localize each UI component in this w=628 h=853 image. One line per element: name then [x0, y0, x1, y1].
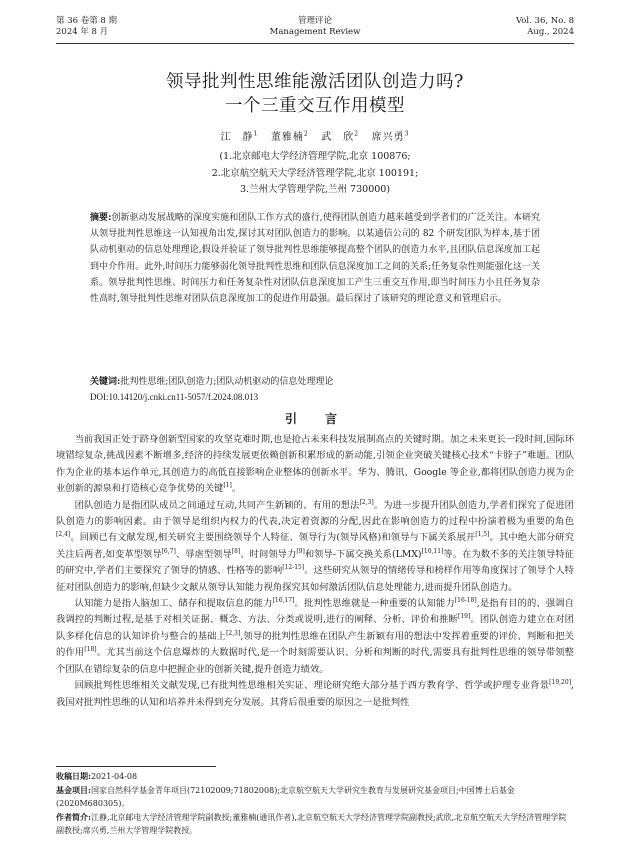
paragraph-text: 、辱虐型领导	[175, 548, 232, 560]
citation-mark[interactable]: [1,5]	[475, 531, 490, 539]
body-paragraph	[56, 596, 574, 678]
paragraph-text: 等。在为数不多的关注领导特征的研究中,学者们主要探究了领导的情感、性格等的影响	[56, 548, 574, 577]
citation-mark[interactable]: [12-15]	[282, 564, 305, 572]
paragraph-text: 。	[231, 483, 242, 495]
affiliation-line: (1.北京邮电大学经济管理学院,北京 100876;	[219, 151, 411, 162]
author-list	[56, 131, 574, 145]
citation-mark[interactable]: [19,20]	[549, 679, 572, 686]
paragraph-text: 。团队创造力建立在对团队多样化信息的认知评价与整合的基础上	[56, 614, 574, 642]
paragraph-text: 。批判性思维就是一种重要的认知能力	[294, 598, 455, 610]
paragraph-text: ,是指有目的的、强调自我调控的判断过程,是基于对相关证据、概念、方法、分类或说明,进行的阐释、分析、评价和推断	[56, 598, 574, 626]
paragraph-text: 。这些研究从领导的情绪传导和榜样作用等角度探讨了领导个人特征对团队创造力的影响,但缺少文献从领导认知能力视角探究其如何激活团队信息处理能力,进而提升团队创造力。	[56, 565, 574, 593]
paragraph-text: 。为进一步提升团队创造力,学者们探究了促进团队创造力的影响因素。由于领导是组织内权力的代表,决定着资源的分配,因此在影响创造力的过程中扮演着极为重要的角色	[56, 499, 574, 528]
running-header	[56, 16, 574, 42]
author-name: 席兴勇	[371, 132, 405, 143]
footnote-received: 收稿日期:2021-04-08	[56, 771, 138, 781]
citation-mark[interactable]: [1]	[223, 482, 232, 490]
author-name: 武 欣	[321, 132, 355, 143]
citation-mark[interactable]: [9]	[296, 547, 305, 555]
author-affil-mark: 3	[404, 130, 410, 138]
citation-mark[interactable]: [18]	[84, 646, 97, 654]
citation-mark[interactable]: [2,3]	[226, 629, 241, 637]
volume-issue-english: Vol. 36, No. 8 Aug., 2024	[515, 16, 574, 37]
paragraph-text: ,领导的批判性思维在团队产生新颖有用的想法中发挥着重要的评价、判断和把关的作用	[56, 630, 574, 659]
paragraph-text: ,我国对批判性思维的认知和培养并未得到充分发展。其背后很重要的原因之一是批判性	[56, 680, 574, 708]
body-paragraph	[56, 432, 574, 498]
body-paragraph	[56, 498, 574, 596]
author-name: 江 静	[220, 132, 254, 143]
paragraph-text: 。回顾已有文献发现,相关研究主要围绕领导个人特征、领导行为(领导风格)和领导与下属关系展开	[70, 532, 476, 544]
volume-issue: 第 36 卷第 8 期 2024 年 8 月	[56, 16, 118, 37]
citation-mark[interactable]: [10,11]	[421, 547, 444, 555]
paragraph-text: 回顾批判性思维相关文献发现,已有批判性思维相关实证、理论研究绝大部分基于西方教育学、哲学或护理专业背景	[74, 680, 550, 692]
citation-mark[interactable]: [8]	[231, 547, 241, 555]
section-heading: 引 言	[284, 412, 345, 426]
paragraph-text: 、时间领导力	[240, 548, 297, 560]
footnote-rule	[56, 766, 216, 767]
keywords	[90, 375, 540, 389]
paragraph-text: 。其中绝大部分研究关注后两者,如变革型领导	[56, 532, 574, 560]
citation-mark[interactable]: [16,17]	[272, 596, 295, 604]
body-text	[56, 432, 574, 711]
paragraph-text: 。尤其当前这个信息爆炸的大数据时代,是一个时刻需要认识、分析和判断的时代,需要具有批判性思维的领导带领整个团队在错综复杂的信息中把握企业的创新关键,提升创造力绩效。	[56, 647, 574, 675]
paragraph-text: 团队创造力是指团队成员之间通过互动,共同产生新颖的、有用的想法	[74, 499, 360, 511]
body-paragraph	[56, 678, 574, 711]
footnote-authors: 作者简介:江静,北京邮电大学经济管理学院副教授;董雅楠(通讯作者),北京航空航天大学经济管理学院副教授;武欣,北京航空航天大学经济管理学院副教授;席兴勇,兰州大学管理学院教授。	[56, 811, 567, 835]
paragraph-text: 和领导-下属交换关系(LMX)	[304, 548, 422, 560]
author-affil-mark: 2	[303, 130, 309, 138]
citation-mark[interactable]: [19]	[457, 613, 471, 621]
journal-name: 管理评论 Management Review	[269, 16, 361, 37]
footnote-funding: 基金项目:国家自然科学基金青年项目(72102009;71802008);北京航空航天大学研究生教育与发展研究基金项目;中国博士后基金(2020M680305)。	[56, 784, 515, 808]
keywords-text: 批判性思维;团队创造力;团队动机驱动的信息处理理论	[120, 377, 334, 387]
affiliations	[56, 149, 574, 199]
header-rule	[56, 43, 574, 44]
article-title: 领导批判性思维能激活团队创造力吗? 一个三重交互作用模型	[166, 72, 464, 116]
author-affil-mark: 2	[354, 130, 360, 138]
keywords-label: 关键词:	[90, 377, 121, 387]
footnotes	[56, 770, 574, 838]
citation-mark[interactable]: [6,7]	[161, 547, 176, 555]
author-name: 董雅楠	[270, 132, 304, 143]
paragraph-text: 认知能力是指人脑加工、储存和提取信息的能力	[74, 598, 273, 610]
abstract	[90, 210, 540, 307]
paragraph-text: 当前我国正处于跻身创新型国家的攻坚克难时期,也是抢占未来科技发展制高点的关键时期。加之未来更长一段时间,国际环境错综复杂,挑战因素不断增多,经济的持续发展更依赖创新积累形成的新动能,引领企业突破关键核心技术“卡脖子”难题。团队作为企业的基本运作单元,其创造力的高低直接影响企业整体的创新水平。华为、腾讯、Google 等企业,都将团队创造力视为企业创新的源泉和打造核心竞争优势的关键	[56, 434, 574, 495]
author-affil-mark: 1	[253, 130, 259, 138]
affiliation-line: 3.兰州大学管理学院,兰州 730000)	[239, 184, 391, 195]
doi: DOI:10.14120/j.cnki.cn11-5057/f.2024.08.013	[90, 392, 259, 402]
abstract-label: 摘要:	[90, 213, 112, 223]
citation-mark[interactable]: [2,4]	[56, 531, 71, 539]
citation-mark[interactable]: [2,3]	[359, 498, 374, 506]
citation-mark[interactable]: [16-18]	[454, 596, 477, 604]
abstract-text: 创新驱动发展战略的深度实施和团队工作方式的盛行,使得团队创造力越来越受到学者们的广泛关注。本研究从领导批判性思维这一认知视角出发,探讨其对团队创造力的影响。以某通信公司的 82 个研发团队为样本,基于团队动机驱动的信息处理理论,假设并验证了领导批判性思维能够提高整个团队的创造力水平,且团队信息深度加工起到中介作用。此外,时间压力能够弱化领导批判性思维和团队信息深度加工之间的关系;任务复杂性则能强化这一关系。领导批判性思维、时间压力和任务复杂性对团队信息深度加工产生三重交互作用,即当时间压力小且任务复杂性高时,领导批判性思维对团队信息深度加工的促进作用最强。最后探讨了该研究的理论意义和管理启示。	[90, 213, 540, 305]
affiliation-line: 2.北京航空航天大学经济管理学院,北京 100191;	[211, 167, 419, 179]
